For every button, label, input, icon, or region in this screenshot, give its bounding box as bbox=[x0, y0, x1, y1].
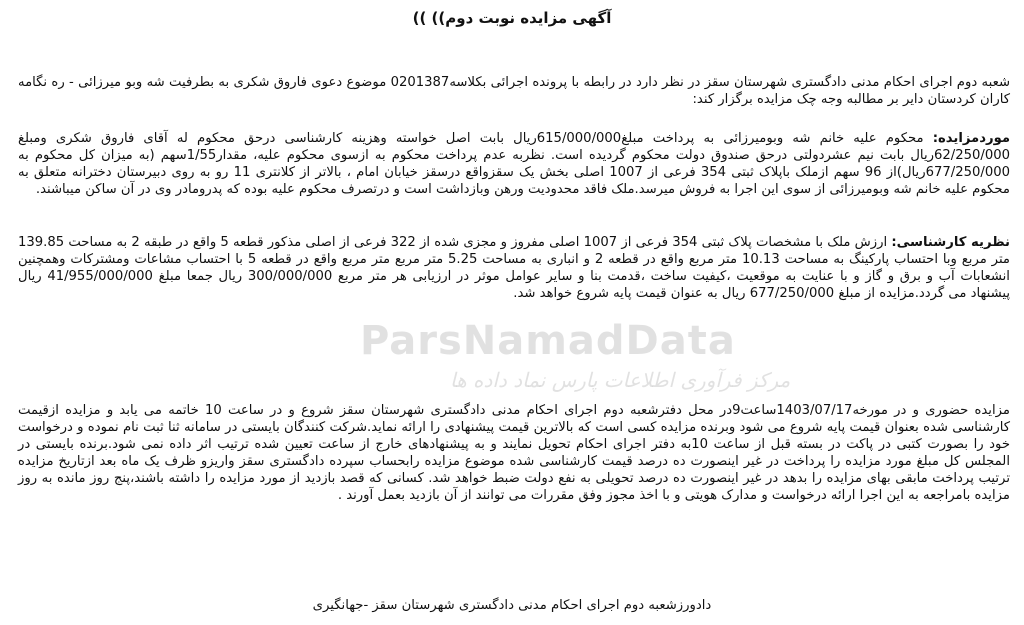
watermark-subtitle: مرکز فرآوری اطلاعات پارس نماد داده ها bbox=[450, 368, 791, 392]
auction-subject-paragraph bbox=[18, 130, 1010, 198]
watermark-brand: ParsNamadData bbox=[360, 318, 736, 364]
notice-title: آگهی مزایده نوبت دوم)) )) bbox=[412, 9, 612, 27]
auction-subject-text: محکوم علیه خانم شه وبومیرزائی به پرداخت مبلغ615/000/000ریال بابت اصل خواسته وهزینه کارشناسی درحق محکوم له آقای فاروق شکری ومبلغ 62/250/000ریال بابت نیم عشردولتی درحق صندوق دولت محکوم گردیده است. نظربه عدم پرداخت محکوم به ازسوی محکوم علیه، مقدار1/55سهم (به میزان کل محکوم به 677/250/000ریال)از 96 سهم ازملک باپلاک ثبتی 354 فرعی از 1007 اصلی بخش یک سقزواقع درسقز خیابان امام ، بالاتر از کلانتری 11 رو به روی دبیرستان دخترانه متعلق به محکوم علیه خانم شه وبومیرزائی از سوی این اجرا به فروش میرسد.ملک فاقد محدودیت ورهن وبازداشت است و درتصرف محکوم علیه بوده که پدرومادر وی در آن ساکن میباشند. bbox=[18, 131, 1011, 197]
intro-paragraph: شعبه دوم اجرای احکام مدنی دادگستری شهرستان سقز در نظر دارد در رابطه با پرونده اجرائی بکلاسه0201387 موضوع دعوی فاروق شکری به بطرفیت شه وبو میرزائی - ره نگامه کاران کردستان دایر بر مطالبه وجه چک مزایده برگزار کند: bbox=[18, 75, 1010, 107]
expert-opinion-paragraph bbox=[18, 234, 1010, 302]
signature-line: دادورزشعبه دوم اجرای احکام مدنی دادگستری شهرستان سقز -جهانگیری bbox=[312, 598, 712, 613]
expert-opinion-text: ارزش ملک با مشخصات پلاک ثبتی 354 فرعی از 1007 اصلی مفروز و مجزی شده از 322 فرعی از اصلی مذکور قطعه 5 واقع در طبقه 2 به مساحت 139.85 متر مربع وبا احتساب پارکینگ به مساحت 10.13 متر مربع واقع در قطعه 2 و انباری به مساحت 5.25 متر مربع متر مربع واقع در قطعه 5 با احتساب مشاعات ومشترکات وهمچنین انشعابات آب و برق و گاز و با عنایت به موقعیت ،کیفیت ساخت ،قدمت بنا و سایر عوامل موثر در ارزیابی هر متر مربع 300/000/000 ریال جمعا مبلغ 41/955/000/000 ریال پیشنهاد می گردد.مزایده از مبلغ 677/250/000 ریال به عنوان قیمت پایه شروع خواهد شد. bbox=[18, 235, 1010, 301]
expert-opinion-label: نظریه کارشناسی: bbox=[891, 235, 1011, 250]
auction-terms-paragraph: مزایده حضوری و در مورخه1403/07/17ساعت9در محل دفترشعبه دوم اجرای احکام مدنی دادگستری شهرستان سقز شروع و در ساعت 10 خاتمه می یابد و مزایده ازقیمت کارشناسی شده بعنوان قیمت پایه شروع می شود وبرنده مزایده کسی است که بالاترین قیمت پیشنهادی را ارائه نماید.شرکت کنندگان بایستی در سامانه ثنا ثبت نام نموده و درخواست خود را بصورت کتبی در پاکت در بسته قبل از ساعت 10به دفتر اجرای احکام تحویل نمایند و به پیشنهادهای خارج از ساعت تعیین شده ترتیب اثر داده نمی شود.برنده بایستی در المجلس کل مبلغ مورد مزایده را پرداخت در غیر اینصورت ده درصد قیمت کارشناسی شده موضوع مزایده رابحساب سپرده دادگستری سقز واریزو ظرف یک ماه بعد ازتاریخ مزایده ترتیب پرداخت مابقی بهای مزایده را بدهد در غیر اینصورت ده درصد تحویلی به نفع دولت ضبط خواهد شد. کسانی که قصد بازدید از مورد مزایده را داشته باشند،پنج روز مانده به روز مزایده بامراجعه به این اجرا ارائه درخواست و مدارک هویتی و با اخذ مجوز وفق مقررات می توانند از آن بازدید بعمل آورند . bbox=[18, 403, 1011, 503]
auction-subject-label: موردمزایده: bbox=[932, 131, 1010, 146]
